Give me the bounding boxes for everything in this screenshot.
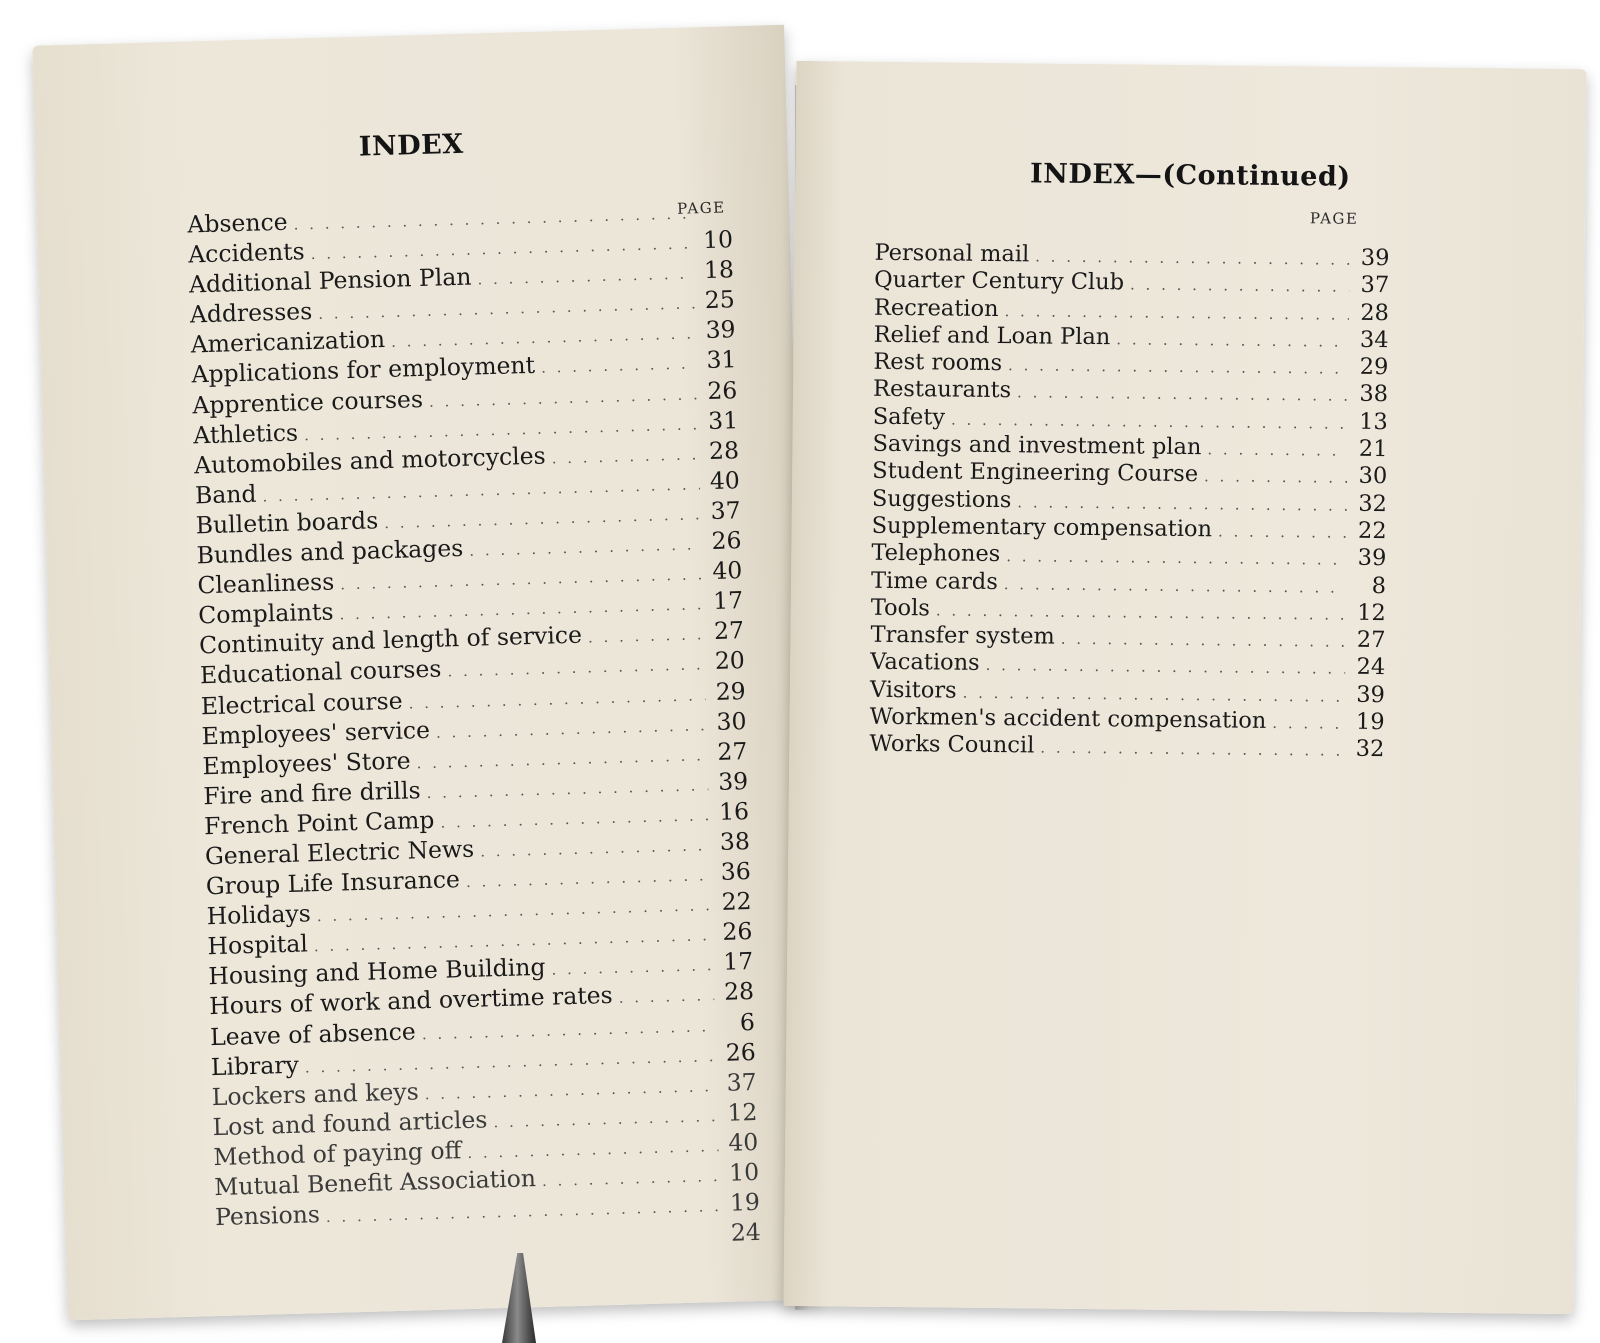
entry-page-number: 37: [1360, 272, 1390, 299]
entry-page-number: 38: [719, 826, 751, 856]
entry-page-number: 22: [1357, 517, 1387, 545]
entry-page-number: 26: [711, 526, 742, 556]
entry-label: Relief and Loan Plan: [873, 321, 1111, 351]
entry-label: Leave of absence: [209, 1016, 417, 1051]
dot-leader: [986, 652, 1346, 683]
entry-label: Transfer system: [870, 621, 1055, 650]
dot-leader: [551, 439, 699, 473]
entry-page-number: 8: [1371, 572, 1387, 599]
entry-page-number: 10: [728, 1157, 760, 1187]
page-title: INDEX: [358, 128, 465, 163]
entry-label: Rest rooms: [873, 348, 1003, 377]
entry-label: Bundles and packages: [196, 533, 464, 570]
entry-page-number: 10: [702, 225, 734, 255]
index-list: [187, 194, 761, 1262]
entry-page-number: 25: [704, 285, 736, 315]
dot-leader: [1061, 626, 1346, 656]
entry-page-number: 21: [1358, 435, 1388, 463]
dot-leader: [1116, 326, 1349, 356]
entry-page-number: 17: [722, 947, 754, 977]
entry-label: Athletics: [192, 418, 299, 450]
entry-page-number: 28: [1360, 299, 1390, 326]
entry-label: Time cards: [870, 567, 998, 595]
entry-label: Accidents: [187, 237, 305, 269]
entry-label: Quarter Century Club: [874, 267, 1125, 296]
entry-page-number: 40: [727, 1127, 759, 1157]
entry-page-number: 13: [1359, 408, 1388, 435]
entry-label: Automobiles and motorcycles: [193, 441, 547, 480]
entry-label: Employees' Store: [202, 746, 411, 780]
dot-leader: [1004, 571, 1347, 602]
entry-label: Mutual Benefit Association: [213, 1164, 537, 1202]
entry-label: Works Council: [869, 731, 1035, 759]
entry-page-number: 39: [705, 315, 736, 345]
page-column-header: PAGE: [676, 198, 726, 218]
entry-label: French Point Camp: [203, 805, 435, 841]
entry-page-number: [698, 217, 732, 218]
entry-label: Telephones: [871, 539, 1001, 568]
dot-leader: [541, 349, 697, 383]
entry-label: Supplementary compensation: [871, 512, 1213, 543]
dot-leader: [1204, 464, 1347, 493]
entry-page-number: 24: [730, 1218, 762, 1247]
entry-label: Employees' service: [201, 715, 431, 750]
entry-label: Group Life Insurance: [205, 865, 461, 901]
entry-page-number: 29: [1359, 354, 1389, 381]
dot-leader: [542, 1161, 720, 1196]
entry-page-number: 17: [712, 586, 744, 616]
entry-page-number: 37: [710, 496, 741, 525]
entry-label: Electrical course: [200, 686, 403, 720]
entry-page-number: 18: [703, 255, 735, 285]
entry-label: Visitors: [869, 676, 957, 704]
entry-page-number: 24: [1356, 654, 1386, 681]
entry-label: Addresses: [189, 297, 313, 329]
entry-label: Library: [210, 1050, 300, 1081]
entry-label: Housing and Home Building: [208, 953, 546, 991]
dot-leader: [1218, 518, 1347, 547]
entry-label: Hospital: [207, 929, 309, 961]
dot-leader: [1207, 436, 1347, 465]
entry-label: Educational courses: [199, 654, 442, 690]
entry-gap: [216, 1241, 727, 1255]
entry-page-number: 30: [1358, 463, 1388, 490]
entry-page-number: 28: [723, 977, 755, 1007]
entry-page-number: 26: [722, 917, 753, 947]
page-title: INDEX—(Continued): [1029, 158, 1351, 193]
entry-label: Vacations: [870, 649, 980, 677]
entry-label: Recreation: [873, 294, 999, 322]
dot-leader: [1040, 735, 1344, 765]
entry-page-number: 37: [726, 1067, 757, 1097]
entry-page-number: 40: [711, 556, 743, 586]
dot-leader: [1008, 352, 1349, 383]
index-list: [869, 240, 1389, 764]
entry-page-number: 32: [1355, 736, 1385, 763]
open-booklet: [40, 25, 1580, 1315]
left-page: [32, 25, 819, 1321]
entry-page-number: 28: [708, 435, 740, 465]
entry-label: Holidays: [206, 899, 312, 931]
entry-page-number: 6: [739, 1007, 756, 1036]
entry-page-number: 27: [717, 736, 748, 766]
entry-label: Americanization: [190, 325, 386, 359]
dot-leader: [1006, 543, 1346, 574]
entry-label: Personal mail: [874, 239, 1030, 268]
entry-page-number: 31: [706, 345, 737, 375]
entry-page-number: 39: [1360, 244, 1390, 272]
dot-leader: [1017, 380, 1348, 411]
entry-page-number: 27: [713, 616, 745, 646]
right-page: [784, 61, 1587, 1314]
entry-label: Bulletin boards: [195, 506, 379, 540]
entry-page-number: 29: [715, 676, 747, 706]
entry-label: Lockers and keys: [211, 1077, 420, 1111]
entry-label: Complaints: [197, 597, 334, 630]
dot-leader: [618, 981, 714, 1014]
entry-page-number: 32: [1358, 490, 1388, 517]
entry-label: Lost and found articles: [212, 1105, 488, 1141]
entry-label: Continuity and length of service: [198, 620, 583, 660]
dot-leader: [588, 620, 705, 653]
entry-label: Workmen's accident compensation: [869, 703, 1267, 734]
entry-page-number: 26: [706, 375, 738, 405]
entry-label: Cleanliness: [197, 567, 335, 600]
entry-label: Tools: [870, 594, 931, 622]
entry-label: Band: [194, 479, 257, 510]
entry-label: Fire and fire drills: [202, 775, 421, 811]
entry-label: Savings and investment plan: [872, 430, 1202, 461]
entry-label: General Electric News: [204, 834, 475, 871]
dot-leader: [1272, 710, 1345, 738]
entry-label: Pensions: [214, 1200, 321, 1232]
entry-page-number: 30: [716, 706, 747, 736]
entry-page-number: 27: [1356, 626, 1386, 654]
entry-label: Apprentice courses: [192, 384, 424, 419]
entry-page-number: 12: [727, 1097, 758, 1127]
entry-label: Suggestions: [871, 485, 1012, 513]
entry-label: Safety: [872, 403, 946, 431]
entry-label: Absence: [187, 207, 288, 239]
entry-page-number: 39: [717, 766, 749, 796]
entry-page-number: 40: [709, 466, 741, 495]
page-column-header: PAGE: [1309, 209, 1359, 228]
entry-page-number: 19: [1355, 708, 1385, 736]
entry-page-number: 38: [1359, 381, 1389, 408]
entry-page-number: 31: [707, 405, 739, 435]
entry-label: Applications for employment: [191, 351, 536, 389]
entry-page-number: 39: [1357, 545, 1387, 572]
entry-page-number: 34: [1359, 326, 1389, 354]
dot-leader: [1130, 272, 1349, 302]
dot-leader: [551, 950, 714, 985]
entry-label: Additional Pension Plan: [188, 262, 472, 299]
entry-page-number: 20: [714, 646, 746, 676]
entry-label: Student Engineering Course: [872, 458, 1199, 488]
entry-page-number: 12: [1357, 599, 1386, 626]
entry-page-number: 26: [725, 1037, 757, 1067]
entry-label: Hours of work and overtime rates: [208, 981, 614, 1021]
entry-label: Method of paying off: [213, 1136, 462, 1172]
entry-page-number: 16: [718, 796, 750, 826]
entry-page-number: 22: [721, 887, 752, 916]
entry-page-number: 39: [1356, 681, 1386, 708]
entry-label: Restaurants: [872, 376, 1012, 404]
entry-page-number: 36: [720, 857, 752, 886]
entry-page-number: 19: [729, 1187, 761, 1217]
